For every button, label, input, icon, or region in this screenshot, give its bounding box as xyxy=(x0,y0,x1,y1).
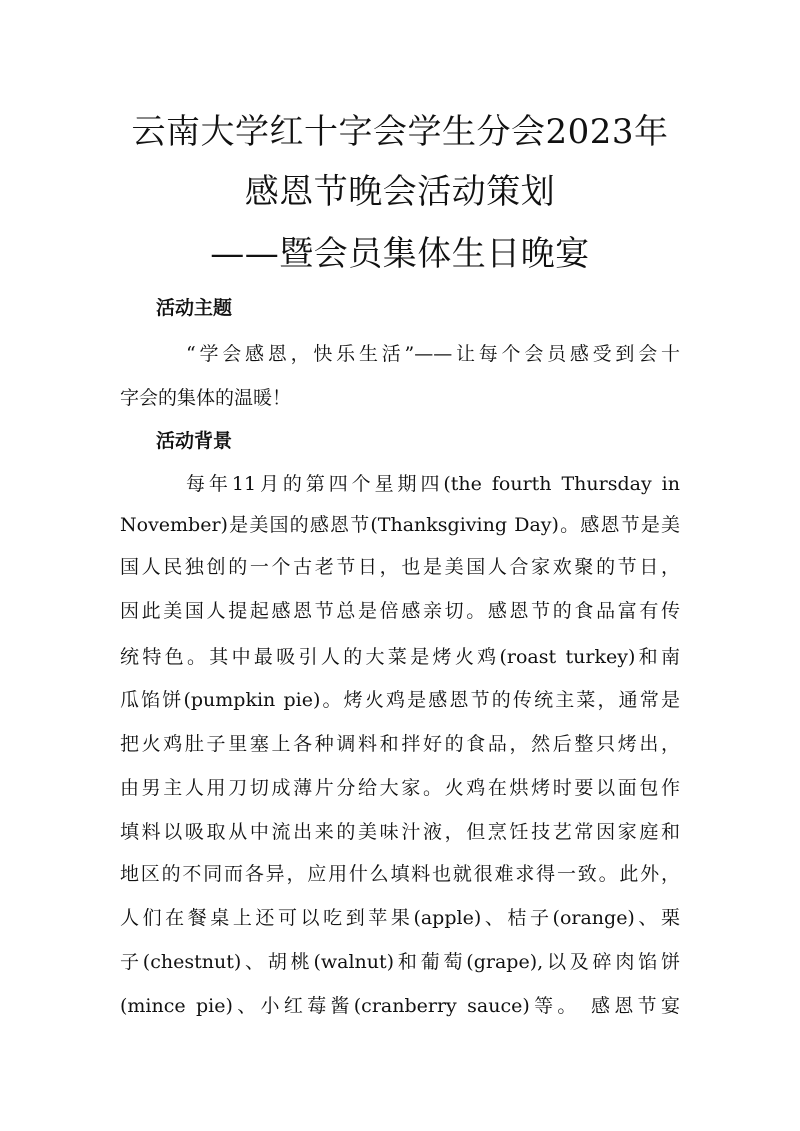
theme-paragraph-line: “学会感恩，快乐生活”——让每个会员感受到会十 xyxy=(186,343,680,365)
document-title-line-2: 感恩节晚会活动策划 xyxy=(244,172,556,212)
background-paragraph-line: 把火鸡肚子里塞上各种调料和拌好的食品，然后整只烤出， xyxy=(120,733,680,755)
background-paragraph-line: 统特色。其中最吸引人的大菜是烤火鸡(roast turkey)和南 xyxy=(120,646,680,668)
background-paragraph-line: 瓜馅饼(pumpkin pie)。烤火鸡是感恩节的传统主菜，通常是 xyxy=(120,689,680,711)
background-paragraph-line: (mince pie)、小红莓酱(cranberry sauce)等。 感恩节宴 xyxy=(120,995,680,1017)
background-paragraph-line: November)是美国的感恩节(Thanksgiving Day)。感恩节是美 xyxy=(120,514,680,536)
background-paragraph-line: 填料以吸取从中流出来的美味汁液，但烹饪技艺常因家庭和 xyxy=(120,821,680,843)
background-paragraph-line: 每年11月的第四个星期四(the fourth Thursday in xyxy=(186,473,680,495)
theme-paragraph-line: 字会的集体的温暖！ xyxy=(120,387,292,409)
background-paragraph-line: 人们在餐桌上还可以吃到苹果(apple)、桔子(orange)、栗 xyxy=(120,907,680,929)
background-paragraph-line: 由男主人用刀切成薄片分给大家。火鸡在烘烤时要以面包作 xyxy=(120,777,680,799)
background-paragraph-line: 因此美国人提起感恩节总是倍感亲切。感恩节的食品富有传 xyxy=(120,600,680,622)
background-paragraph-line: 国人民独创的一个古老节日，也是美国人合家欢聚的节日， xyxy=(120,556,680,578)
section-heading-theme: 活动主题 xyxy=(156,297,233,319)
document-title-line-1: 云南大学红十字会学生分会2023年 xyxy=(131,112,669,152)
section-heading-background: 活动背景 xyxy=(156,430,233,452)
background-paragraph-line: 子(chestnut)、胡桃(walnut)和葡萄(grape),以及碎肉馅饼 xyxy=(120,951,680,973)
background-paragraph-line: 地区的不同而各异，应用什么填料也就很难求得一致。此外， xyxy=(120,863,680,885)
document-title-line-3: ——暨会员集体生日晚宴 xyxy=(210,234,590,274)
